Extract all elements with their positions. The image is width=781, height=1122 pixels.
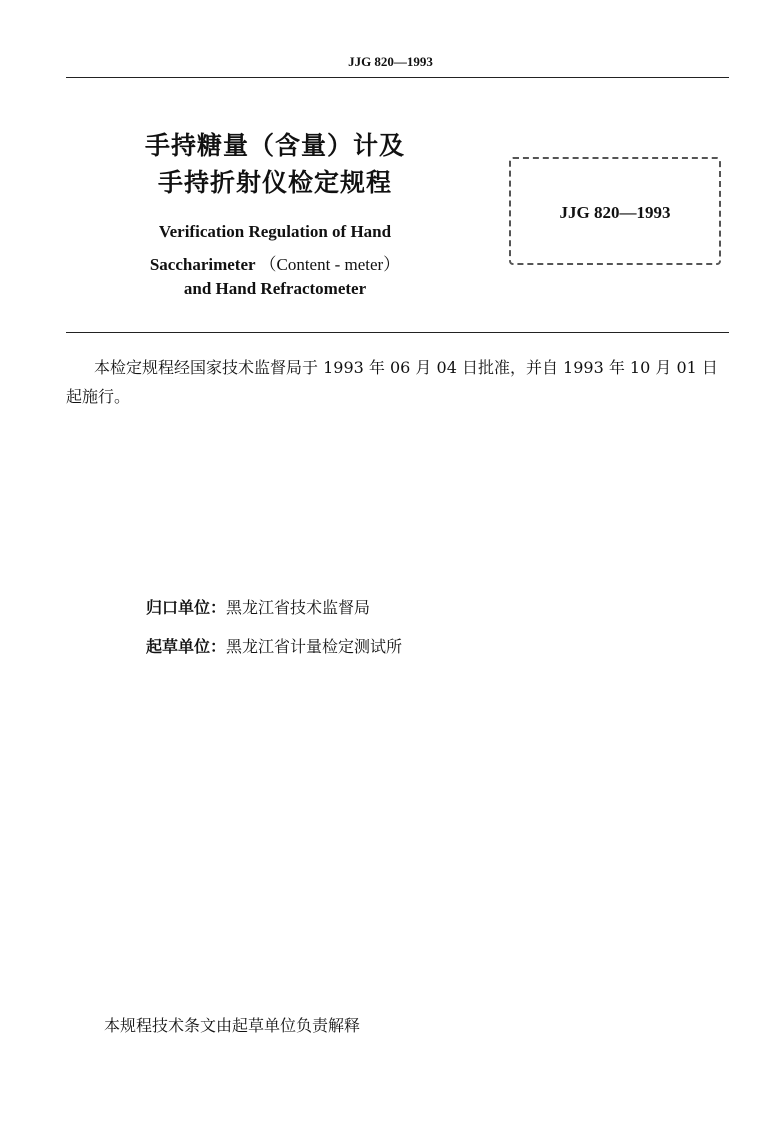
responsible-unit-value: 黑龙江省技术监督局 <box>226 598 371 617</box>
interpretation-note: 本规程技术条文由起草单位负责解释 <box>104 1016 361 1035</box>
header-standard-code: JJG 820—1993 <box>348 54 433 69</box>
top-rule <box>66 77 729 78</box>
title-en-line1: Verification Regulation of Hand <box>158 222 392 241</box>
responsible-unit-row <box>146 595 370 618</box>
drafting-unit-label: 起草单位： <box>146 637 227 656</box>
drafting-unit-row <box>146 634 402 657</box>
mid-rule <box>66 332 729 333</box>
title-en-line2-bold: Saccharimeter <box>149 255 256 274</box>
title-en-line2 <box>110 250 440 275</box>
title-en-line3: and Hand Refractometer <box>183 279 367 298</box>
code-box-text: JJG 820—1993 <box>559 203 671 222</box>
title-cn-line1: 手持糖量（含量）计及 <box>144 131 405 160</box>
approval-statement: 本检定规程经国家技术监督局于 1993 年 06 月 04 日批准，并自 1993 年 10 月 01 日起施行。 <box>66 358 718 406</box>
drafting-unit-value: 黑龙江省计量检定测试所 <box>226 637 403 656</box>
title-cn-line2: 手持折射仪检定规程 <box>157 168 392 197</box>
title-en-line2-normal: （Content - meter） <box>259 255 401 274</box>
responsible-unit-label: 归口单位： <box>146 598 227 617</box>
